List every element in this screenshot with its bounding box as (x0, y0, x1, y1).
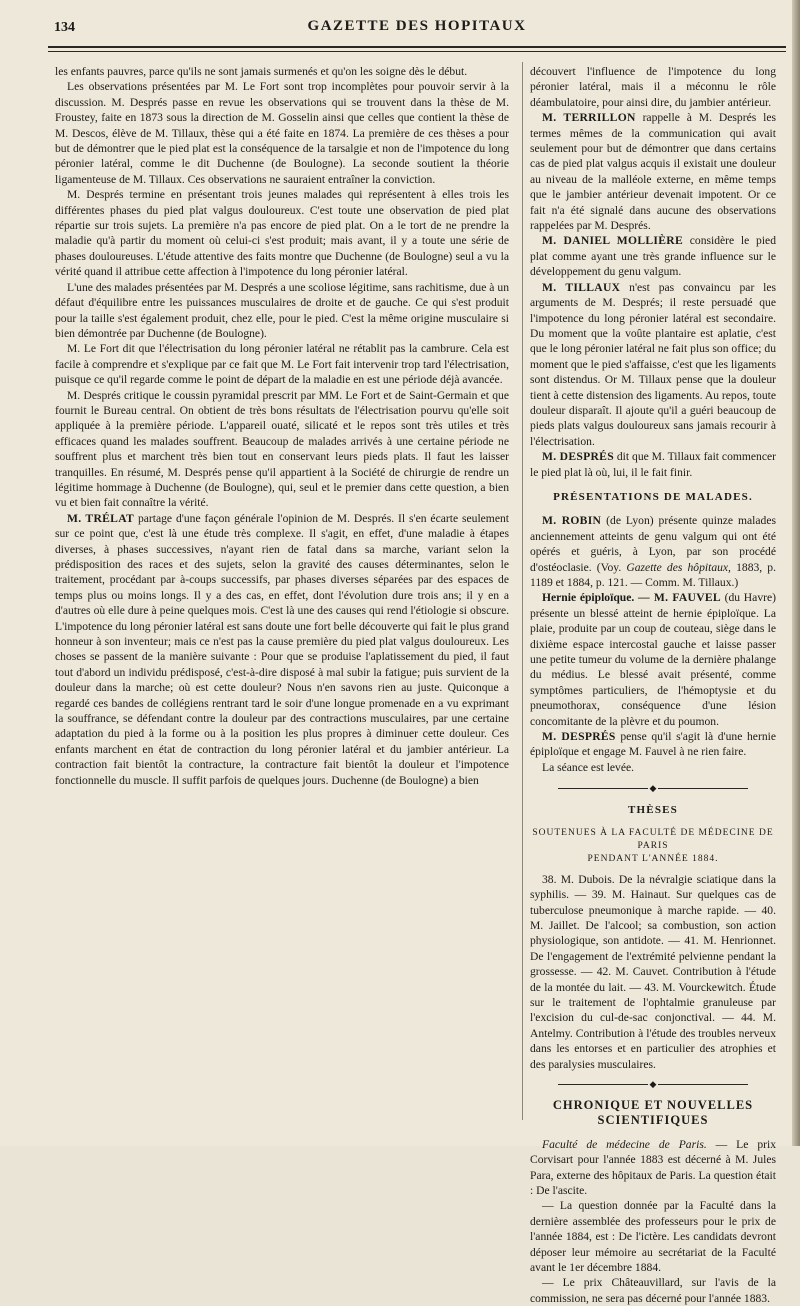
news-title: Faculté de médecine de Paris. (542, 1137, 707, 1151)
speaker-name: — M. FAUVEL (637, 591, 721, 605)
speaker-text: partage d'une façon générale l'opinion de M. Després. Il s'en écarte seulement sur ce point que, c'est là une étude très complexe. Il s'agit, en effet, d'une maladie à étapes diverses, à phases successives, n'ayant rien de fatal dans sa marche, variant selon la prédisposition des races et des sujets, selon la gravité des causes déterminantes, selon le traitement, procédant par à-coups successifs, par phases diverses séparées par des espaces de temps plus ou moins longs. Il y a des cas, en effet, dont l'évolution dure trois ans; il y en a d'autres où elle dure à peine quelques mois. C'est là une des causes qui rend l'étiologie si obscure. L'impotence du long péronier latéral est sans doute une fort belle découverte qui fait le plus grand honneur à son inventeur; mais ce n'est pas la cause première du pied plat valgus douloureux. Les choses se passent de la manière suivante : Pour que se produise l'aplatissement du pied, il faut tout d'abord un individu prédisposé, c'est-à-dire disposé à mal subir la fatigue; puis survient de la douleur dans la marche; où est cette douleur? Nous n'en savons rien au juste. Quiconque a regardé ces bandes de collégiens rentrant tard le soir d'une longue promenade en a vu exprimant la souffrance, se défendant contre la douleur par des contractions musculaires, par une certaine adaptation du pied à la forme ou à la position les plus propres à diminuer cette douleur. Ces enfants marchent en état de contraction du long péronier latéral et du jambier antérieur. La contraction fait bientôt la contracture, la contracture fait bientôt la douleur et l'impotence fonctionnelle du muscle. Il suffit parfois de quelques jours. Duchenne (de Boulogne) a bien (55, 511, 509, 787)
paragraph: M. Després critique le coussin pyramidal prescrit par MM. Le Fort et de Saint-Germain et que fournit le Bureau central. On obtient de très bons résultats de l'électrisation pourvu qu'elle soit appliquée à la première période. L'appareil ouaté, silicaté et le repos sont très utiles et très efficaces quand les malades souffrent. Beaucoup de malades arrivés à une certaine période ne souffrent plus et marchent très bien tout en conservant leurs pieds plats. Il faut les laisser tranquilles. En résumé, M. Després pense qu'il appartient à la Société de chirurgie de rendre un légitime hommage à Duchenne (de Boulogne), qui, seul et le premier dans cette question, a bien vu et bien fait connaître la vérité. (55, 388, 509, 510)
separator-ornament-icon: ◆ (649, 782, 657, 793)
paragraph-despres (530, 449, 776, 480)
paragraph-trelat (55, 511, 509, 788)
page-header (48, 12, 786, 40)
separator-line (558, 1084, 648, 1085)
speaker-text: dit que M. Tillaux fait commencer le pied plat là où, lui, il le fait finir. (530, 450, 776, 479)
left-column (55, 64, 509, 1126)
header-rule-thin (48, 51, 786, 52)
speaker-name: M. DANIEL MOLLIÈRE (542, 234, 683, 248)
speaker-text: rappelle à M. Després les termes mêmes de la communication qui avait seulement pour but de démontrer que dans certains cas de pied plat valgus acquis il existait une douleur au niveau de la malléole externe, en même temps que le jambier antérieur devenait impotent. Or ce fait n'a été signalé dans aucune des observations rappelées par M. Després. (530, 111, 776, 233)
speaker-name: M. DESPRÉS (542, 730, 616, 744)
theses-subheading-line: SOUTENUES À LA FACULTÉ DE MÉDECINE DE PARIS (532, 827, 774, 851)
ornamental-separator (530, 783, 776, 793)
header-rule (48, 46, 786, 48)
case-title: Hernie épiploïque. (542, 591, 635, 605)
separator-ornament-icon: ◆ (649, 1079, 657, 1090)
speaker-text: (du Havre) présente un blessé atteint de hernie épiploïque. La plaie, produite par un coup de couteau, siège dans le dixième espace intercostal gauche et laisse passer une petite tumeur du volume de la dernière phalange du médius. Le blessé avait présenté, comme symptômes particuliers, de l'hémoptysie et du pneumothorax, conséquence d'une lésion concomitante de la plèvre et du poumon. (530, 591, 776, 728)
speaker-name: M. DESPRÉS (542, 450, 614, 464)
speaker-name: M. TILLAUX (542, 280, 621, 294)
theses-list: 38. M. Dubois. De la névralgie sciatique dans la syphilis. — 39. M. Hainaut. Sur quelques cas de tuberculose pneumonique à marche rapide. — 40. M. Jaillet. De l'alcool; sa combustion, son action physiologique, son antidote. — 41. M. Henrionnet. De l'engagement de l'extrémité pelvienne pendant la grossesse. — 42. M. Cauvet. Contribution à l'étude de la montée du lait. — 43. M. Vourckewitch. Étude sur le traitement de l'ophtalmie granuleuse par l'excision du cul-de-sac conjonctival. — 44. M. Antelmy. Contribution à l'étude des troubles nerveux dans les entorses et en particulier des atrophies et des paralysies musculaires. (530, 872, 776, 1071)
theses-subheading-line: PENDANT L'ANNÉE 1884. (587, 853, 719, 864)
separator-line (658, 1084, 748, 1085)
paragraph-terrillon (530, 110, 776, 233)
paragraph-molliere (530, 233, 776, 279)
paragraph: Les observations présentées par M. Le Fort sont trop incomplètes pour pouvoir servir à la discussion. M. Després passe en revue les observations qui se trouvent dans la thèse de M. Froustey, faite en 1873 sous la direction de M. Gosselin ainsi que celles que contient la thèse de M. Descos, élève de M. Tillaux, thèse qui a été faite en 1874. La première de ces thèses a pour but de démontrer que le pied plat est la conséquence de la tarsalgie et non de l'impotence du long péronier latéral, comme le dit Duchenne (de Boulogne). La seconde soutient la théorie ligamenteuse de M. Tillaux. Ces observations ne sauraient entraîner la conviction. (55, 80, 509, 186)
paragraph-despres-2 (530, 729, 776, 760)
speaker-text: considère le pied plat comme ayant une très grande influence sur le développement du genu valgum. (530, 234, 777, 279)
paragraph-faculte (530, 1137, 776, 1199)
paragraph: découvert l'influence de l'impotence du long péronier latéral, mais il a méconnu le rôle déambulatoire, pour ainsi dire, du jambier antérieur. (530, 65, 776, 109)
separator-line (658, 788, 748, 789)
speaker-name: M. ROBIN (542, 514, 602, 528)
paragraph: M. Le Fort dit que l'électrisation du long péronier latéral ne rétablit pas la cambrure. Cela est facile à comprendre et s'explique par ce fait que M. Le Fort fait intervenir trop tard l'électrisation, puisque ce qu'il regarde comme le point de départ de la maladie en est une période déjà avancée. (55, 342, 509, 387)
speaker-name: M. TRÉLAT (67, 511, 135, 525)
citation-title: Gazette des hôpitaux, (626, 560, 731, 574)
speaker-text: (de Lyon) présente quinze malades anciennement atteints de genu valgum qui ont été opérés et guéris, à Lyon, par son procédé d'ostéoclasie. (Voy. (530, 514, 776, 574)
page-number: 134 (54, 20, 75, 35)
paragraph: — La question donnée par la Faculté dans la dernière assemblée des professeurs pour le prix de l'année 1884, est : De l'ictère. Les candidats devront déposer leur mémoire au secrétariat de la Faculté avant le 1er décembre 1884. (530, 1199, 776, 1275)
paragraph-robin (530, 513, 776, 590)
theses-subheading (530, 827, 776, 866)
speaker-text: pense qu'il s'agit là d'une hernie épiploïque et engage M. Fauvel à ne rien faire. (530, 730, 776, 759)
paragraph: M. Després termine en présentant trois jeunes malades qui représentent à elles trois les différentes phases du pied plat valgus douloureux. C'est toute une observation de pied plat répartie sur trois sujets. La première n'a pas encore de pied plat. On a le tort de ne prendre la maladie qu'à partir du moment où celui-ci s'est produit; mais avant, il y a toute une série de phases douloureuses. L'étude attentive des faits montre que Duchenne (de Boulogne) seul a vu la vérité quand il attribue cette affection à l'impotence du long péronier latéral. (55, 188, 509, 279)
paragraph-fauvel (530, 590, 776, 729)
paragraph: les enfants pauvres, parce qu'ils ne sont jamais surmenés et qu'on les soigne dès le début. (55, 65, 468, 78)
separator-line (558, 788, 648, 789)
right-column (530, 64, 777, 1305)
speaker-text: n'est pas convaincu par les arguments de M. Després; il reste persuadé que l'impotence du long péronier latéral est secondaire. Du moment que la voûte plantaire est aplatie, c'est que le long péronier latéral ne fait plus son office; du moment que le pied s'affaisse, c'est que les ligaments sont distendus. Or M. Tillaux pense que la douleur tient à cette distension des ligaments. Au repos, toute douleur disparaît. Il ajoute qu'il a guéri beaucoup de pieds plats valgus douloureux sans jamais recourir à l'électrisation. (530, 280, 777, 448)
section-heading-presentations: PRÉSENTATIONS DE MALADES. (553, 490, 753, 503)
paragraph: — Le prix Châteauvillard, sur l'avis de la commission, ne sera pas décerné pour l'année 1883. (530, 1276, 776, 1305)
page-edge-shadow (792, 0, 800, 1146)
column-divider (522, 62, 523, 1120)
speaker-name: M. TERRILLON (542, 111, 636, 125)
paragraph: L'une des malades présentées par M. Després a une scoliose légitime, sans rachitisme, due à un défaut d'équilibre entre les puissances musculaires de droite et de gauche. Ce qui s'est produit pour la taille s'est également produit, chez elle, pour le pied. C'est la même origine musculaire si bien démontrée par Duchenne (de Boulogne). (55, 280, 509, 340)
speaker-text: 1883, p. 1189 et 1884, p. 121. — Comm. M. Tillaux.) (530, 560, 776, 589)
paragraph-tillaux (530, 280, 776, 449)
section-heading-theses: THÈSES (627, 804, 678, 817)
ornamental-separator (530, 1080, 776, 1090)
journal-title: GAZETTE DES HOPITAUX (307, 18, 527, 34)
paragraph: La séance est levée. (542, 760, 635, 774)
section-heading-chronique: CHRONIQUE ET NOUVELLES SCIENTIFIQUES (552, 1097, 754, 1128)
news-text: — Le prix Corvisart pour l'année 1883 est décerné à M. Jules Para, externe des hôpitaux de Paris. La question était : De l'ascite. (530, 1137, 776, 1197)
